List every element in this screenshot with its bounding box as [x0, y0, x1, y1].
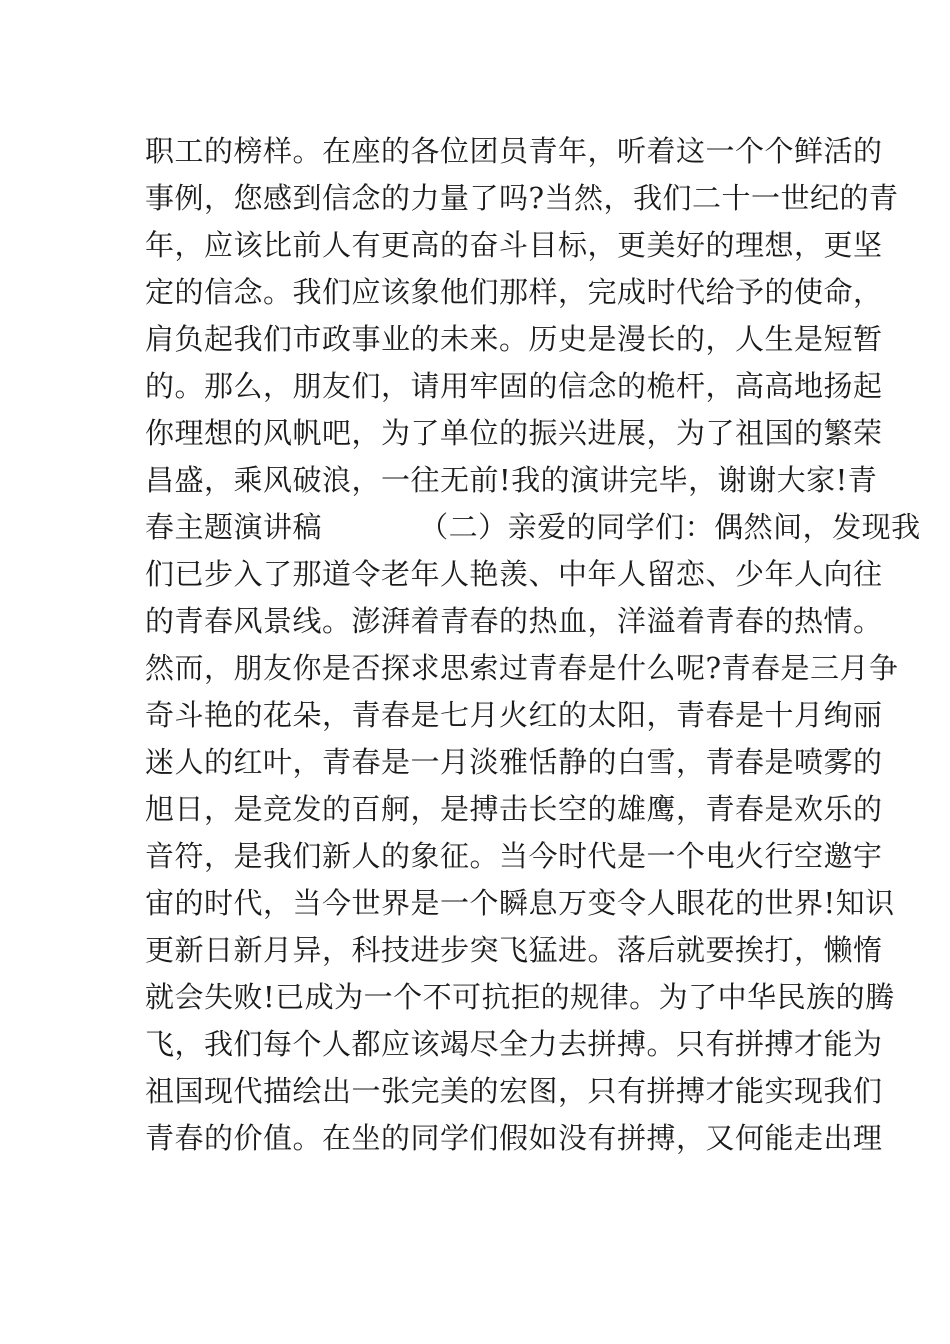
text-line: 年，应该比前人有更高的奋斗目标，更美好的理想，更坚 [145, 228, 883, 262]
text-line: 旭日，是竞发的百舸，是搏击长空的雄鹰，青春是欢乐的 [145, 792, 883, 826]
text-line: 飞，我们每个人都应该竭尽全力去拼搏。只有拼搏才能为 [145, 1027, 883, 1061]
text-line: 职工的榜样。在座的各位团员青年，听着这一个个鲜活的 [145, 134, 883, 168]
text-line: 你理想的风帆吧，为了单位的振兴进展，为了祖国的繁荣 [145, 416, 883, 450]
text-line: 奇斗艳的花朵，青春是七月火红的太阳，青春是十月绚丽 [145, 698, 883, 732]
text-line: 就会失败!已成为一个不可抗拒的规律。为了中华民族的腾 [145, 980, 895, 1014]
text-line: 的。那么，朋友们，请用牢固的信念的桅杆，高高地扬起 [145, 369, 883, 403]
text-line: 肩负起我们市政事业的未来。历史是漫长的，人生是短暂 [145, 322, 883, 356]
text-line: 们已步入了那道令老年人艳羡、中年人留恋、少年人向往 [145, 557, 883, 591]
text-line: 事例，您感到信念的力量了吗?当然，我们二十一世纪的青 [145, 181, 899, 215]
text-line: 宙的时代，当今世界是一个瞬息万变令人眼花的世界!知识 [145, 886, 895, 920]
text-line: 春主题演讲稿 （二）亲爱的同学们：偶然间，发现我 [145, 510, 921, 544]
text-line: 祖国现代描绘出一张完美的宏图，只有拼搏才能实现我们 [145, 1074, 883, 1108]
text-line: 的青春风景线。澎湃着青春的热血，洋溢着青春的热情。 [145, 604, 883, 638]
text-line: 更新日新月异，科技进步突飞猛进。落后就要挨打，懒惰 [145, 933, 883, 967]
body-text [145, 128, 921, 1162]
text-line: 音符，是我们新人的象征。当今时代是一个电火行空邀宇 [145, 839, 883, 873]
text-line: 定的信念。我们应该象他们那样，完成时代给予的使命， [145, 275, 883, 309]
text-line: 昌盛，乘风破浪，一往无前!我的演讲完毕，谢谢大家!青 [145, 463, 878, 497]
text-line: 青春的价值。在坐的同学们假如没有拼搏，又何能走出理 [145, 1121, 883, 1155]
text-line: 迷人的红叶，青春是一月淡雅恬静的白雪，青春是喷雾的 [145, 745, 883, 779]
text-line: 然而，朋友你是否探求思索过青春是什么呢?青春是三月争 [145, 651, 899, 685]
